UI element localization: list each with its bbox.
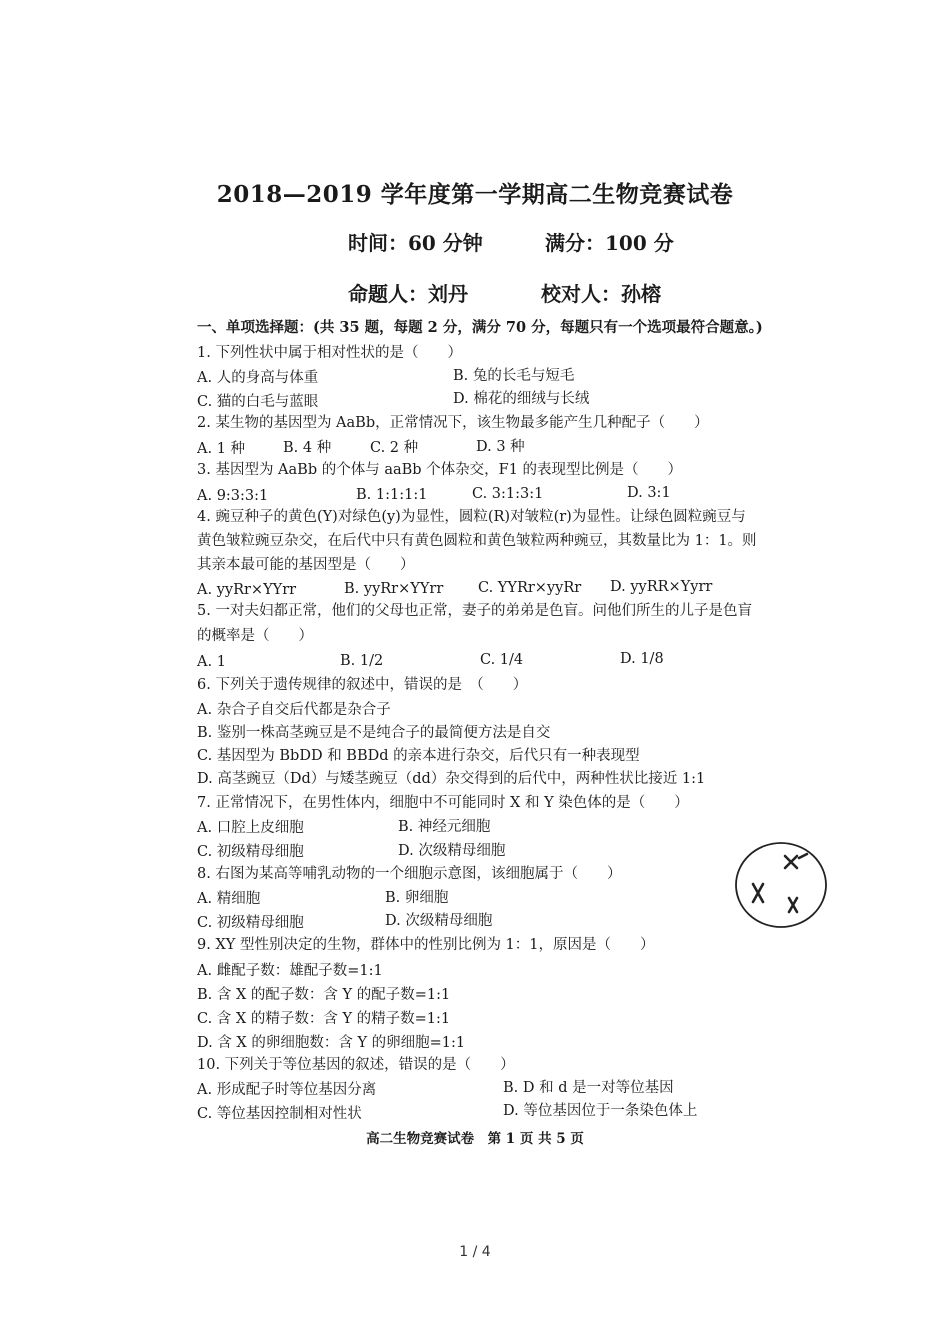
q6-stem: 6. 下列关于遗传规律的叙述中，错误的是 （ ） bbox=[197, 677, 528, 693]
q8-option-b: B. 卵细胞 bbox=[385, 890, 449, 906]
q3-option-d: D. 3:1 bbox=[627, 485, 671, 501]
q8-stem: 8. 右图为某高等哺乳动物的一个细胞示意图，该细胞属于（ ） bbox=[197, 866, 622, 882]
q5-option-d: D. 1/8 bbox=[620, 651, 664, 667]
q5-option-b: B. 1/2 bbox=[340, 653, 384, 669]
q10-option-d: D. 等位基因位于一条染色体上 bbox=[503, 1103, 698, 1119]
exam-title: 2018—2019 学年度第一学期高二生物竞赛试卷 bbox=[216, 181, 734, 208]
q8-option-d: D. 次级精母细胞 bbox=[385, 913, 493, 929]
q2-stem: 2. 某生物的基因型为 AaBb，正常情况下，该生物最多能产生几种配子（ ） bbox=[197, 415, 709, 431]
q4-option-a: A. yyRr×YYrr bbox=[197, 582, 297, 598]
author-label: 命题人：刘丹 bbox=[348, 282, 468, 306]
cell-diagram bbox=[733, 840, 829, 930]
q2-option-d: D. 3 种 bbox=[476, 439, 525, 455]
q9-option-d: D. 含 X 的卵细胞数：含 Y 的卵细胞=1:1 bbox=[197, 1035, 466, 1051]
q1-option-b: B. 兔的长毛与短毛 bbox=[453, 368, 575, 384]
q1-option-d: D. 棉花的细绒与长绒 bbox=[453, 391, 590, 407]
q5-option-c: C. 1/4 bbox=[480, 652, 524, 668]
q6-option-b: B. 鉴别一株高茎豌豆是不是纯合子的最简便方法是自交 bbox=[197, 725, 551, 741]
q1-stem: 1. 下列性状中属于相对性状的是（ ） bbox=[197, 345, 462, 361]
q4-stem-line2: 黄色皱粒豌豆杂交，在后代中只有黄色圆粒和黄色皱粒两种豌豆，其数量比为 1：1。则 bbox=[197, 533, 757, 549]
q4-option-b: B. yyRr×YYrr bbox=[344, 581, 444, 597]
q3-option-b: B. 1:1:1:1 bbox=[356, 487, 428, 503]
q10-option-c: C. 等位基因控制相对性状 bbox=[197, 1106, 362, 1122]
q4-stem-line1: 4. 豌豆种子的黄色(Y)对绿色(y)为显性，圆粒(R)对皱粒(r)为显性。让绿色圆粒豌豆与 bbox=[197, 509, 746, 525]
q1-option-c: C. 猫的白毛与蓝眼 bbox=[197, 394, 319, 410]
score-label: 满分：100 分 bbox=[545, 231, 674, 255]
q5-stem-line2: 的概率是（ ） bbox=[197, 628, 313, 644]
q6-option-d: D. 高茎豌豆（Dd）与矮茎豌豆（dd）杂交得到的后代中，两种性状比接近 1:1 bbox=[197, 771, 706, 787]
q10-option-a: A. 形成配子时等位基因分离 bbox=[197, 1082, 377, 1098]
q6-option-c: C. 基因型为 BbDD 和 BBDd 的亲本进行杂交，后代只有一种表现型 bbox=[197, 748, 640, 764]
q3-stem: 3. 基因型为 AaBb 的个体与 aaBb 个体杂交，F1 的表现型比例是（ ） bbox=[197, 462, 683, 478]
q7-stem: 7. 正常情况下，在男性体内，细胞中不可能同时 X 和 Y 染色体的是（ ） bbox=[197, 795, 689, 811]
q9-option-c: C. 含 X 的精子数：含 Y 的精子数=1:1 bbox=[197, 1011, 451, 1027]
q7-option-c: C. 初级精母细胞 bbox=[197, 844, 304, 860]
q6-option-a: A. 杂合子自交后代都是杂合子 bbox=[197, 702, 391, 718]
q7-option-b: B. 神经元细胞 bbox=[398, 819, 491, 835]
q9-option-b: B. 含 X 的配子数：含 Y 的配子数=1:1 bbox=[197, 987, 451, 1003]
q5-stem-line1: 5. 一对夫妇都正常，他们的父母也正常，妻子的弟弟是色盲。问他们所生的儿子是色盲 bbox=[197, 603, 752, 619]
q4-option-d: D. yyRR×Yyrr bbox=[610, 579, 713, 595]
q10-option-b: B. D 和 d 是一对等位基因 bbox=[503, 1080, 674, 1096]
q9-option-a: A. 雌配子数：雄配子数=1:1 bbox=[197, 963, 383, 979]
q3-option-a: A. 9:3:3:1 bbox=[197, 488, 269, 504]
q5-option-a: A. 1 bbox=[197, 654, 226, 670]
q10-stem: 10. 下列关于等位基因的叙述，错误的是（ ） bbox=[197, 1057, 515, 1073]
q2-option-b: B. 4 种 bbox=[283, 440, 332, 456]
q1-option-a: A. 人的身高与体重 bbox=[197, 370, 319, 386]
q7-option-a: A. 口腔上皮细胞 bbox=[197, 820, 304, 836]
time-label: 时间：60 分钟 bbox=[348, 231, 483, 255]
q9-stem: 9. XY 型性别决定的生物，群体中的性别比例为 1：1，原因是（ ） bbox=[197, 937, 655, 953]
page-indicator: 1 / 4 bbox=[459, 1244, 491, 1260]
q4-option-c: C. YYRr×yyRr bbox=[478, 580, 582, 596]
q8-option-c: C. 初级精母细胞 bbox=[197, 915, 304, 931]
q2-option-c: C. 2 种 bbox=[370, 440, 419, 456]
q2-option-a: A. 1 种 bbox=[197, 441, 246, 457]
q4-stem-line3: 其亲本最可能的基因型是（ ） bbox=[197, 557, 415, 573]
q8-option-a: A. 精细胞 bbox=[197, 891, 261, 907]
q7-option-d: D. 次级精母细胞 bbox=[398, 843, 506, 859]
section-heading: 一、单项选择题：(共 35 题，每题 2 分，满分 70 分，每题只有一个选项最符合题意。) bbox=[197, 319, 763, 336]
checker-label: 校对人：孙榕 bbox=[541, 282, 661, 306]
q3-option-c: C. 3:1:3:1 bbox=[472, 486, 544, 502]
page-footer: 高二生物竞赛试卷 第 1 页 共 5 页 bbox=[366, 1131, 584, 1147]
